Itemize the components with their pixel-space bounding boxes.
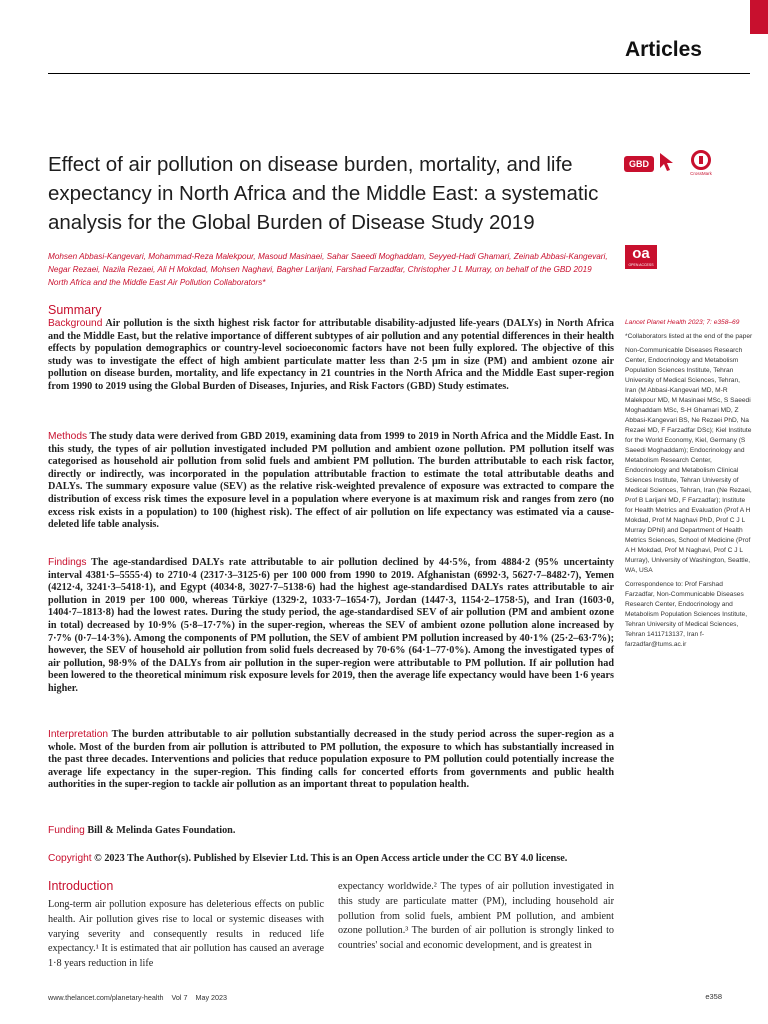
copyright-label: Copyright: [48, 853, 92, 864]
interpretation-text: The burden attributable to air pollution substantially decreased in the study period across the super-region as a whole. Most of the burden from air pollution is attributed to PM pollution, the exposure to which has substantially increased in the past three decades. Interventions and policies that reduce population exposure to PM pollution could potentially increase the average life expectancy in the super-region. This finding calls for concerted efforts from governments and public health authorities in the super-region to tackle air pollution as an important threat to population health.: [48, 729, 614, 791]
journal-citation[interactable]: Lancet Planet Health 2023; 7: e358–69: [625, 319, 740, 326]
cursor-icon: [658, 152, 678, 174]
article-title: Effect of air pollution on disease burden, mortality, and life expectancy in North Africa and the Middle East: a systematic analysis for the Global Burden of Disease Study 2019: [48, 153, 599, 234]
interpretation-label: Interpretation: [48, 729, 109, 740]
collaborators-note: *Collaborators listed at the end of the paper: [625, 333, 753, 340]
page-number: e358: [705, 992, 722, 1001]
funding-text: Bill & Melinda Gates Foundation.: [87, 825, 236, 836]
introduction-column-2: expectancy worldwide.² The types of air pollution investigated in this study are particulate matter (PM), including household air pollution from solid fuels, ambient PM pollution, and ambient ozone pollution.³ The burden of air pollution is strongly linked to countries' social and economic development, and is greatest in: [338, 881, 614, 952]
methods-text: The study data were derived from GBD 2019, examining data from 1999 to 2019 in North Africa and the Middle East. In this study, the types of air pollution investigated included PM pollution and ambient ozone pollution. PM pollution itself was categorised as household air pollution from solid fuels and ambient PM pollution. The burden attributable to each risk factor, directly or indirectly, was incorporated in the population attributable fraction to estimate the total attributable deaths and DALYs. The summary exposure value (SEV) as the relative risk-weighted prevalence of exposure was extracted to compare the distribution of excess risk times the exposure level in a population where everyone is at maximum risk and ranges from zero (no excess risk exists in a population) to 100 (highest risk). The effect of air pollution on life expectancy was estimated via a cause-deleted life table analysis.: [48, 431, 614, 531]
findings-paragraph: [48, 557, 614, 696]
copyright-text: © 2023 The Author(s). Published by Elsevier Ltd. This is an Open Access article under the CC BY 4.0 license.: [94, 853, 568, 864]
crossmark-icon: [691, 150, 711, 170]
section-label: Articles: [624, 38, 702, 61]
footer-date: May 2023: [195, 993, 228, 1002]
footer-volume: Vol 7: [171, 993, 188, 1002]
crossmark-badge[interactable]: [686, 150, 716, 176]
corner-tab: [750, 0, 768, 34]
gbd-badge[interactable]: GBD: [624, 156, 654, 172]
findings-text: The age-standardised DALYs rate attributable to air pollution declined by 44·5%, from 4884·2 (95% uncertainty interval 4381·5–5555·4) to 2710·4 (2317·3–3125·6) per 100 000 from 1990 to 2019. Afghanistan (6992·3, 5627·7–8482·7), Yemen (4212·4, 3241·3–5418·1), and Egypt (4034·8, 3027·7–5138·6) had the highest age-standardised DALYs rates attributable to air pollution in 2019 per 100 000, whereas Türkiye (1329·2, 1033·7–1654·7), Jordan (1447·3, 1154·2–1758·5), and Iran (1603·0, 1404·7–1813·8) had the lowest rates. During the study period, the age-standardised SEV of air pollution (PM and ambient ozone in total) decreased by 10·9% (5·8–17·7%) in the super-region, whereas the SEV of ambient ozone pollution alone increased by 7·7% (0·7–14·3%). Among the components of PM pollution, the SEV of ambient PM pollution increased by 40·1% (25·2–63·7%); however, the SEV of household air pollution from solid fuels decreased by 70·6% (64·1–77·0%). Among the investigated types of air pollution, 98·9% of the DALYs from air pollution in the super-region were attributable to PM pollution. If air pollution had been lowered to the theoretical minimum risk exposure levels for 2019, then the average life expectancy would have been 1·6 years higher.: [48, 557, 614, 694]
funding-paragraph: [48, 825, 614, 838]
sidebar: [625, 318, 753, 654]
methods-paragraph: [48, 431, 614, 532]
open-access-badge[interactable]: [625, 245, 657, 269]
crossmark-label: CrossMark: [690, 171, 712, 176]
oa-label: oa: [632, 245, 650, 262]
funding-label: Funding: [48, 825, 85, 836]
affiliations: Non-Communicable Diseases Research Center, Endocrinology and Metabolism Population Sciences Institute, Tehran University of Medical Sciences, Tehran, Iran (M Abbasi-Kangevari MD, M-R Malekpour MD, M Masinaei MSc, S Saeedi Moghaddam MSc, S-H Ghamari MD, Z Abbasi-Kangevari BS, Ne Rezaei PhD, Na Rezaei MD, F Farzadfar DSc); Kiel Institute for the World Economy, Kiel, Germany (S Saeedi Moghaddam); Endocrinology and Metabolism Research Center, Endocrinology and Metabolism Clinical Sciences Institute, Tehran University of Medical Sciences, Tehran, Iran (Ne Rezaei, Prof B Larijani MD, F Farzadfar); Institute for Health Metrics and Evaluation (Prof A H Mokdad, Prof M Naghavi PhD, Prof C J L Murray DPhil) and Department of Health Metrics Sciences, School of Medicine (Prof A H Mokdad, Prof M Naghavi, Prof C J L Murray), University of Washington, Seattle, WA, USA: [625, 347, 752, 574]
background-text: Air pollution is the sixth highest risk factor for attributable disability-adjusted life-years (DALYs) in North Africa and the Middle East, but the relative importance of different subtypes of air pollution and any potential differences in their health effects by population demographics or country-level socioeconomic factors have not been fully explored. The objective of this study was to investigate the effect of high ambient particulate matter less than 2·5 μm in size (PM) and ambient ozone air pollution on disease burden, mortality, and life expectancy in 21 countries in the North Africa and the Middle East super-region from 1990 to 2019 using the Global Burden of Diseases, Injuries, and Risk Factors (GBD) Study estimates.: [48, 318, 615, 392]
interpretation-paragraph: [48, 729, 614, 792]
summary-heading: Summary: [48, 303, 102, 317]
findings-label: Findings: [48, 557, 87, 568]
correspondence[interactable]: Correspondence to: Prof Farshad Farzadfar, Non-Communicable Diseases Research Center, Endocrinology and Metabolism Population Sciences Institute, Tehran University of Medical Sciences, Tehran 1411713137, Iran f-farzadfar@tums.ac.ir: [625, 581, 748, 648]
background-paragraph: [48, 318, 614, 394]
methods-label: Methods: [48, 431, 88, 442]
introduction-heading: Introduction: [48, 879, 114, 893]
footer: [48, 993, 233, 1002]
copyright-paragraph: [48, 853, 614, 866]
author-list[interactable]: Mohsen Abbasi-Kangevari, Mohammad-Reza Malekpour, Masoud Masinaei, Sahar Saeedi Moghaddam, Seyyed-Hadi Ghamari, Zeinab Abbasi-Kangevari, Negar Rezaei, Nazila Rezaei, Ali H Mokdad, Mohsen Naghavi, Bagher Larijani, Farshad Farzadfar, Christopher J L Murray, on behalf of the GBD 2019 North Africa and the Middle East Air Pollution Collaborators*: [48, 252, 608, 288]
introduction-column-1: Long-term air pollution exposure has deleterious effects on public health. Air pollution gives rise to local or systemic diseases with varying severity and consequently results in reduced life expectancy.¹ It is estimated that air pollution has caused an average 1·8 years reduction in life: [48, 899, 324, 970]
background-label: Background: [48, 318, 103, 329]
oa-sublabel: OPEN ACCESS: [628, 263, 654, 267]
footer-url[interactable]: www.thelancet.com/planetary-health: [48, 993, 164, 1002]
header-rule: [48, 73, 750, 74]
